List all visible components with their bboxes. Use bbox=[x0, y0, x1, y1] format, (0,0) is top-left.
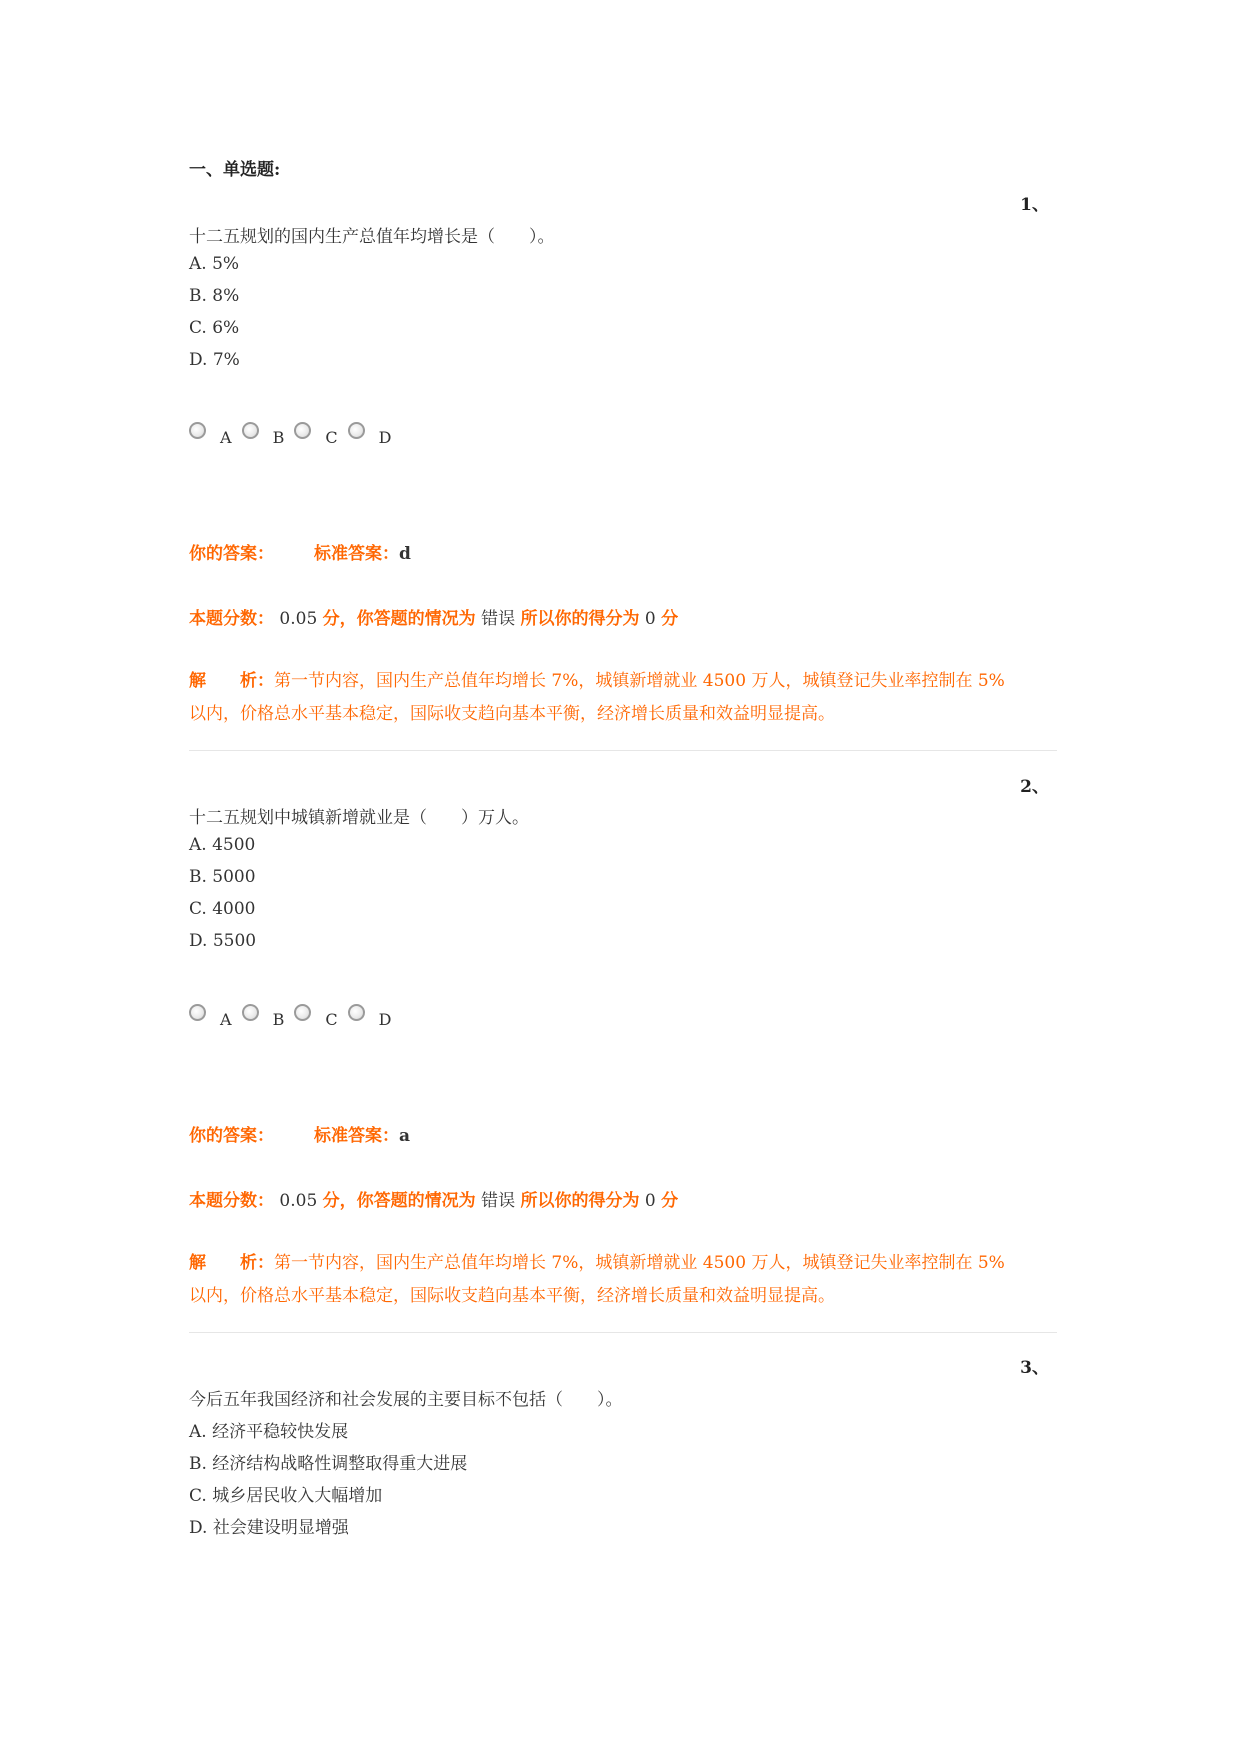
standard-answer-label: 标准答案： bbox=[314, 544, 399, 564]
result-value: 0 bbox=[644, 1191, 656, 1211]
radio-option-b[interactable] bbox=[242, 1010, 285, 1029]
radio-option-a[interactable] bbox=[189, 428, 232, 447]
score-value: 0.05 bbox=[279, 1191, 318, 1211]
radio-option-a[interactable] bbox=[189, 1010, 232, 1029]
radio-button-d[interactable] bbox=[348, 1004, 365, 1021]
radio-button-b[interactable] bbox=[242, 1004, 259, 1021]
radio-option-d[interactable] bbox=[348, 1010, 392, 1029]
option-d: D. 7% bbox=[189, 350, 240, 370]
explanation-line-2: 以内，价格总水平基本稳定，国际收支趋向基本平衡，经济增长质量和效益明显提高。 bbox=[189, 704, 835, 724]
standard-answer-value: a bbox=[399, 1126, 411, 1146]
option-a: A. 经济平稳较快发展 bbox=[189, 1422, 349, 1442]
option-a: A. 4500 bbox=[189, 835, 256, 855]
answer-radio-group bbox=[189, 428, 401, 447]
radio-button-c[interactable] bbox=[294, 1004, 311, 1021]
section-heading: 一、单选题: bbox=[189, 160, 281, 180]
radio-button-c[interactable] bbox=[294, 422, 311, 439]
answer-status: 错误 bbox=[481, 1191, 516, 1211]
result-unit: 分 bbox=[661, 609, 679, 629]
option-a: A. 5% bbox=[189, 254, 240, 274]
option-b: B. 8% bbox=[189, 286, 240, 306]
question-stem: 十二五规划的国内生产总值年均增长是（ ）。 bbox=[189, 227, 555, 247]
option-c: C. 4000 bbox=[189, 899, 256, 919]
option-d: D. 5500 bbox=[189, 931, 257, 951]
score-unit: 分，你答题的情况为 bbox=[322, 609, 476, 629]
explanation-label: 解 析： bbox=[189, 671, 274, 691]
question-number: 1、 bbox=[1020, 195, 1049, 215]
explanation bbox=[189, 1247, 1057, 1313]
explanation bbox=[189, 665, 1057, 731]
answer-line bbox=[189, 539, 411, 564]
your-answer-label: 你的答案： bbox=[189, 544, 274, 564]
radio-label-a: A bbox=[220, 428, 232, 447]
answer-radio-group bbox=[189, 1010, 401, 1029]
question-number: 2、 bbox=[1020, 777, 1049, 797]
answer-status: 错误 bbox=[481, 609, 516, 629]
score-line bbox=[189, 1186, 678, 1211]
option-b: B. 经济结构战略性调整取得重大进展 bbox=[189, 1454, 468, 1474]
explanation-line-1: 第一节内容，国内生产总值年均增长 7%，城镇新增就业 4500 万人，城镇登记失业率控制在 5% bbox=[274, 1253, 1005, 1273]
option-c: C. 城乡居民收入大幅增加 bbox=[189, 1486, 383, 1506]
radio-button-a[interactable] bbox=[189, 422, 206, 439]
question-stem: 十二五规划中城镇新增就业是（ ）万人。 bbox=[189, 808, 529, 828]
radio-button-a[interactable] bbox=[189, 1004, 206, 1021]
score-unit: 分，你答题的情况为 bbox=[322, 1191, 476, 1211]
score-label: 本题分数： bbox=[189, 1191, 274, 1211]
explanation-line-2: 以内，价格总水平基本稳定，国际收支趋向基本平衡，经济增长质量和效益明显提高。 bbox=[189, 1286, 835, 1306]
question-number: 3、 bbox=[1020, 1358, 1049, 1378]
option-c: C. 6% bbox=[189, 318, 240, 338]
radio-button-b[interactable] bbox=[242, 422, 259, 439]
question-divider bbox=[189, 1332, 1057, 1333]
score-line bbox=[189, 604, 678, 629]
radio-button-d[interactable] bbox=[348, 422, 365, 439]
radio-option-b[interactable] bbox=[242, 428, 285, 447]
radio-label-a: A bbox=[220, 1010, 232, 1029]
question-divider bbox=[189, 750, 1057, 751]
explanation-line-1: 第一节内容，国内生产总值年均增长 7%，城镇新增就业 4500 万人，城镇登记失业率控制在 5% bbox=[274, 671, 1005, 691]
result-label: 所以你的得分为 bbox=[520, 609, 640, 629]
option-b: B. 5000 bbox=[189, 867, 256, 887]
score-label: 本题分数： bbox=[189, 609, 274, 629]
result-label: 所以你的得分为 bbox=[520, 1191, 640, 1211]
option-d: D. 社会建设明显增强 bbox=[189, 1518, 349, 1538]
radio-label-c: C bbox=[325, 1010, 338, 1029]
result-value: 0 bbox=[644, 609, 656, 629]
radio-label-d: D bbox=[378, 428, 392, 447]
radio-option-c[interactable] bbox=[294, 428, 337, 447]
standard-answer-value: d bbox=[399, 544, 411, 564]
explanation-label: 解 析： bbox=[189, 1253, 274, 1273]
radio-option-d[interactable] bbox=[348, 428, 392, 447]
question-stem: 今后五年我国经济和社会发展的主要目标不包括（ ）。 bbox=[189, 1390, 623, 1410]
answer-line bbox=[189, 1121, 410, 1146]
score-value: 0.05 bbox=[279, 609, 318, 629]
radio-label-d: D bbox=[378, 1010, 392, 1029]
radio-label-b: B bbox=[272, 1010, 285, 1029]
standard-answer-label: 标准答案： bbox=[314, 1126, 399, 1146]
radio-label-b: B bbox=[272, 428, 285, 447]
radio-label-c: C bbox=[325, 428, 338, 447]
result-unit: 分 bbox=[661, 1191, 679, 1211]
your-answer-label: 你的答案： bbox=[189, 1126, 274, 1146]
radio-option-c[interactable] bbox=[294, 1010, 337, 1029]
